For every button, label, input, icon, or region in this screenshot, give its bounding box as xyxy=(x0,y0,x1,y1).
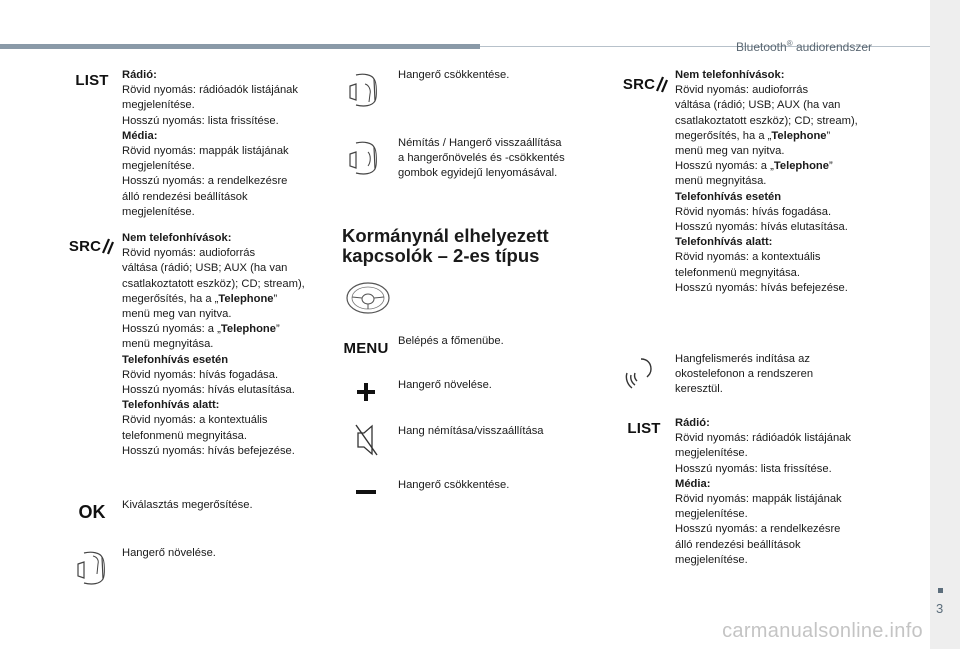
list-line: Hosszú nyomás: lista frissítése. xyxy=(675,462,832,475)
src-description xyxy=(122,231,305,459)
src-line: csatlakoztatott eszköz); CD; stream), xyxy=(675,114,858,127)
src-icon-label: SRC xyxy=(622,75,656,93)
heading-line: kapcsolók – 2-es típus xyxy=(342,245,540,266)
src-line: menü megnyitása. xyxy=(122,338,214,351)
ok-description: Kiválasztás megerősítése. xyxy=(122,499,253,511)
src-line: Rövid nyomás: hívás fogadása. xyxy=(122,368,279,381)
mute2-description: Hang némítása/visszaállítása xyxy=(398,425,544,437)
src-line: megerősítés, ha a „ xyxy=(675,129,772,142)
src-line: menü megnyitása. xyxy=(675,175,767,188)
page-header xyxy=(736,39,872,54)
thumbwheel-up-icon xyxy=(70,548,114,588)
ok-button-icon: OK xyxy=(78,501,106,522)
list-description xyxy=(675,416,851,568)
src-line: Hosszú nyomás: hívás befejezése. xyxy=(675,281,848,294)
header-bar xyxy=(0,44,480,49)
src-button-icon xyxy=(66,234,118,258)
minus-description: Hangerő csökkentése. xyxy=(398,479,510,491)
src-line: váltása (rádió; USB; AUX (ha van xyxy=(122,262,288,275)
list-line: megjelenítése. xyxy=(675,447,748,460)
voice-line: keresztül. xyxy=(675,383,723,396)
src-line: telefonmenü megnyitása. xyxy=(675,266,801,279)
list-button-icon: LIST xyxy=(75,71,109,89)
src-line: Telefonhívás alatt: xyxy=(122,399,220,412)
voice-line: okostelefonon a rendszeren xyxy=(675,368,814,381)
src-line: Hosszú nyomás: hívás befejezése. xyxy=(122,444,295,457)
src-line: ” xyxy=(826,129,831,142)
src-line: Telephone xyxy=(218,292,274,305)
list-line: Média: xyxy=(122,129,158,142)
steering-wheel-icon xyxy=(342,278,394,318)
minus-icon xyxy=(354,482,378,502)
thumbwheel-press-icon xyxy=(342,138,386,178)
src-line: Hosszú nyomás: a „ xyxy=(675,160,774,173)
vol-down-description: Hangerő csökkentése. xyxy=(398,69,510,81)
src-line: ” xyxy=(275,323,280,336)
voice-command-icon xyxy=(622,352,662,392)
src-icon-label: SRC xyxy=(68,237,102,255)
watermark: carmanualsonline.info xyxy=(722,620,923,642)
list-line: megjelenítése. xyxy=(675,508,748,521)
list-line: álló rendezési beállítások xyxy=(675,538,801,551)
list-button-icon: LIST xyxy=(627,419,661,437)
page-sidebar xyxy=(930,0,960,649)
list-line: megjelenítése. xyxy=(675,553,748,566)
page-marker xyxy=(938,588,943,593)
list-line: Hosszú nyomás: a rendelkezésre xyxy=(675,523,841,536)
list-line: Hosszú nyomás: a rendelkezésre xyxy=(122,175,288,188)
list-line: megjelenítése. xyxy=(122,160,195,173)
slash-signal-icon xyxy=(101,237,115,255)
src-line: csatlakoztatott eszköz); CD; stream), xyxy=(122,277,305,290)
voice-line: Hangfelismerés indítása az xyxy=(675,353,810,365)
src-line: Hosszú nyomás: hívás elutasítása. xyxy=(675,221,848,234)
src-line: váltása (rádió; USB; AUX (ha van xyxy=(675,99,841,112)
list-line: Hosszú nyomás: lista frissítése. xyxy=(122,114,279,127)
src-line: Rövid nyomás: a kontextuális xyxy=(122,414,268,427)
src-description xyxy=(675,68,858,296)
src-line: Telephone xyxy=(220,323,276,336)
src-line: megerősítés, ha a „ xyxy=(122,292,219,305)
src-line: ” xyxy=(273,292,278,305)
src-line: Rövid nyomás: audioforrás xyxy=(122,247,256,260)
slash-signal-icon xyxy=(655,75,669,93)
list-line: Rövid nyomás: rádióadók listájának xyxy=(122,84,298,97)
src-line: Rövid nyomás: hívás fogadása. xyxy=(675,205,832,218)
voice-description xyxy=(675,352,813,398)
menu-description: Belépés a főmenübe. xyxy=(398,335,504,347)
mute-line: gombok egyidejű lenyomásával. xyxy=(398,167,558,180)
header-title: Bluetooth xyxy=(735,40,787,54)
header-subtitle: audiorendszer xyxy=(792,40,872,54)
src-line: Telefonhívás alatt: xyxy=(675,236,773,249)
plus-description: Hangerő növelése. xyxy=(398,379,492,391)
list-line: Rádió: xyxy=(675,417,710,429)
plus-icon xyxy=(354,380,378,404)
list-description xyxy=(122,68,298,220)
section-heading xyxy=(342,226,549,266)
src-line: Nem telefonhívások: xyxy=(675,69,785,81)
src-button-icon xyxy=(620,72,672,96)
list-line: Rövid nyomás: mappák listájának xyxy=(122,145,289,158)
list-line: Rövid nyomás: rádióadók listájának xyxy=(675,432,851,445)
menu-button-icon: MENU xyxy=(343,339,389,357)
mute-line: Némítás / Hangerő visszaállítása xyxy=(398,137,562,149)
src-line: Rövid nyomás: audioforrás xyxy=(675,84,809,97)
src-line: Hosszú nyomás: hívás elutasítása. xyxy=(122,384,295,397)
registered-mark: ® xyxy=(786,39,793,48)
src-line: Telefonhívás esetén xyxy=(675,190,782,203)
src-line: Nem telefonhívások: xyxy=(122,232,232,244)
vol-up-description: Hangerő növelése. xyxy=(122,547,216,559)
src-line: menü meg van nyitva. xyxy=(122,308,232,321)
list-line: megjelenítése. xyxy=(122,99,195,112)
heading-line: Kormánynál elhelyezett xyxy=(342,225,549,246)
list-line: Rádió: xyxy=(122,69,157,81)
src-line: ” xyxy=(828,160,833,173)
list-line: megjelenítése. xyxy=(122,205,195,218)
list-line: Rövid nyomás: mappák listájának xyxy=(675,493,842,506)
page-number: 3 xyxy=(936,601,944,616)
thumbwheel-down-icon xyxy=(342,70,386,110)
src-line: Hosszú nyomás: a „ xyxy=(122,323,221,336)
mute-speaker-icon xyxy=(354,420,380,460)
src-line: Telefonhívás esetén xyxy=(122,353,229,366)
src-line: Telephone xyxy=(773,160,829,173)
list-line: Média: xyxy=(675,477,711,490)
mute-line: a hangerőnövelés és -csökkentés xyxy=(398,152,565,165)
list-line: álló rendezési beállítások xyxy=(122,190,248,203)
src-line: Rövid nyomás: a kontextuális xyxy=(675,251,821,264)
src-line: telefonmenü megnyitása. xyxy=(122,429,248,442)
src-line: Telephone xyxy=(771,129,827,142)
src-line: menü meg van nyitva. xyxy=(675,145,785,158)
mute-description xyxy=(398,136,565,182)
